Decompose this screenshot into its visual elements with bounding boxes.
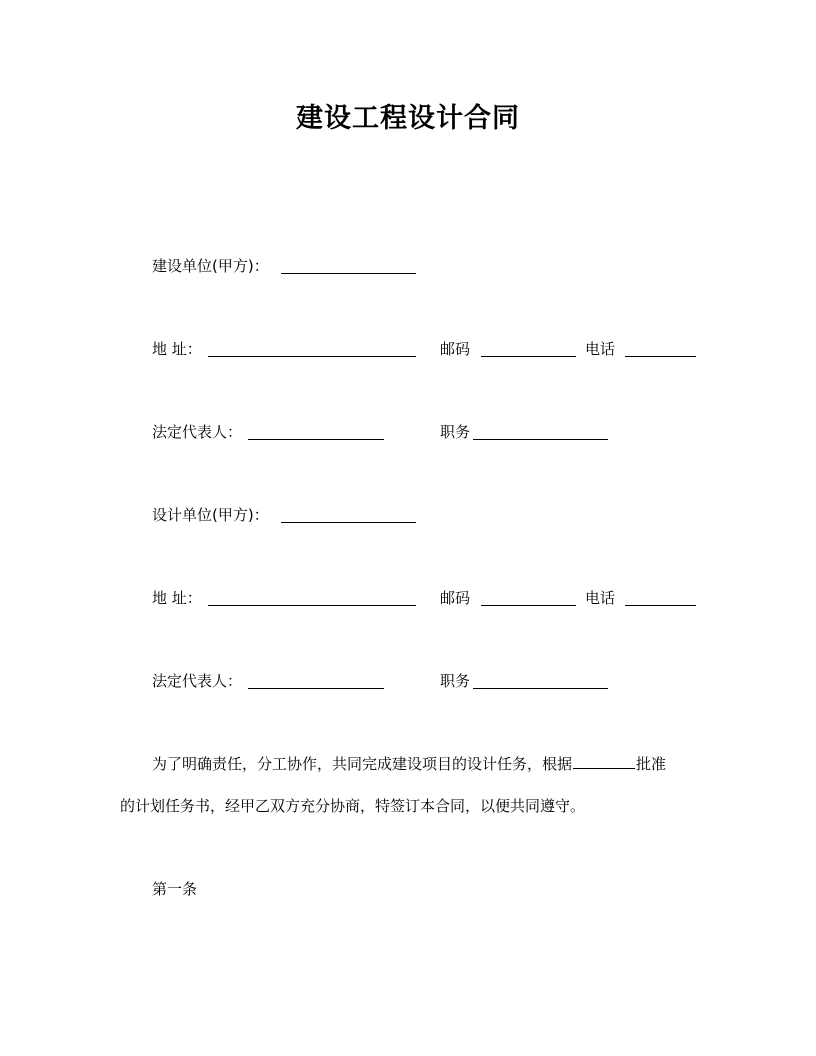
party-a-phone-label: 电话	[585, 340, 616, 358]
party-a-address-label: 地 址：	[152, 340, 202, 358]
intro-line-1-before: 为了明确责任，分工协作，共同完成建设项目的设计任务，根据	[152, 755, 573, 773]
intro-line-1-after: 批准	[636, 755, 667, 773]
party-b-legal-rep-label: 法定代表人：	[152, 672, 243, 690]
party-a-position-label: 职务	[440, 423, 471, 441]
party-b-position-field[interactable]	[473, 688, 608, 689]
intro-line-2: 的计划任务书，经甲乙双方充分协商，特签订本合同，以便共同遵守。	[120, 797, 586, 815]
party-b-address-field[interactable]	[208, 605, 416, 606]
party-a-legal-rep-label: 法定代表人：	[152, 423, 243, 441]
party-a-address-field[interactable]	[208, 356, 416, 357]
party-a-legal-rep-field[interactable]	[248, 439, 384, 440]
party-a-phone-field[interactable]	[625, 356, 696, 357]
article-1-heading: 第一条	[152, 880, 198, 898]
party-a-postcode-field[interactable]	[481, 356, 576, 357]
document-title: 建设工程设计合同	[296, 103, 520, 134]
party-a-position-field[interactable]	[473, 439, 608, 440]
party-b-phone-label: 电话	[585, 589, 616, 607]
party-b-unit-label: 设计单位(甲方)：	[152, 506, 269, 524]
party-b-postcode-field[interactable]	[481, 605, 576, 606]
party-b-position-label: 职务	[440, 672, 471, 690]
party-a-unit-label: 建设单位(甲方)：	[152, 257, 269, 275]
party-a-unit-field[interactable]	[281, 273, 416, 274]
party-b-address-label: 地 址：	[152, 589, 202, 607]
party-a-postcode-label: 邮码	[440, 340, 471, 358]
intro-line-1	[152, 753, 666, 775]
party-b-phone-field[interactable]	[625, 605, 696, 606]
party-b-legal-rep-field[interactable]	[248, 688, 384, 689]
party-b-postcode-label: 邮码	[440, 589, 471, 607]
approval-authority-field[interactable]	[573, 753, 635, 769]
party-b-unit-field[interactable]	[281, 522, 416, 523]
